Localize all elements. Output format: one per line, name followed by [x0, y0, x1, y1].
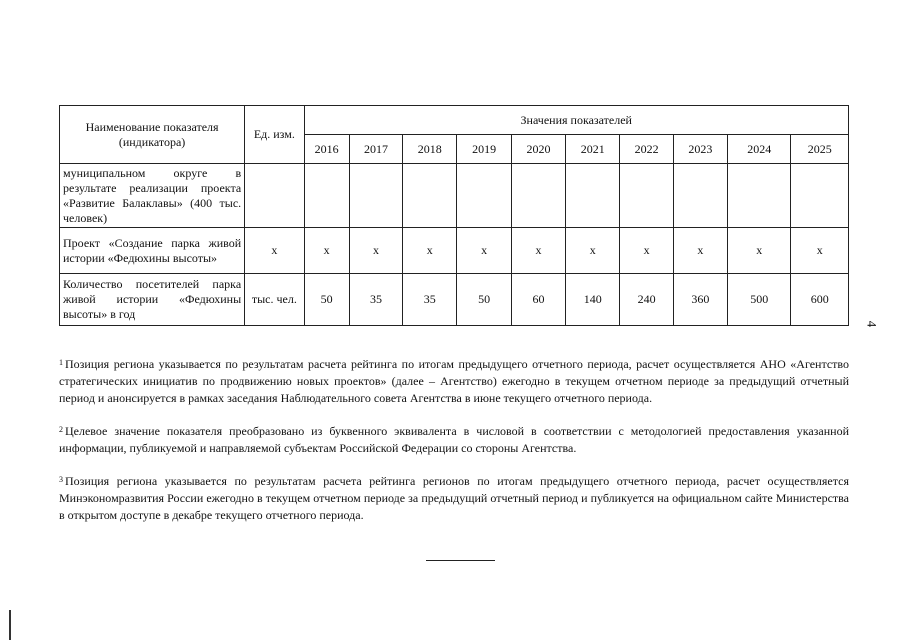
- indicator-value: [620, 164, 673, 228]
- indicator-value: 600: [791, 274, 849, 326]
- footnotes: [59, 356, 849, 540]
- indicator-value: х: [457, 228, 511, 274]
- year-header: 2020: [511, 135, 565, 164]
- column-header-name: Наименование показателя (индикатора): [60, 106, 245, 164]
- column-header-unit: Ед. изм.: [245, 106, 304, 164]
- indicator-value: [791, 164, 849, 228]
- footnote-marker: 1: [59, 358, 63, 367]
- indicator-value: 60: [511, 274, 565, 326]
- indicator-value: х: [791, 228, 849, 274]
- indicator-value: 360: [673, 274, 727, 326]
- indicator-value: 240: [620, 274, 673, 326]
- indicator-unit: х: [245, 228, 304, 274]
- footnote-text: Целевое значение показателя преобразовано из буквенного эквивалента в числовой в соответствии с методологией предоставления указанной информации, публикуемой и направляемой субъектам Российской Федерации со стороны Агентства.: [59, 424, 849, 455]
- indicator-value: [304, 164, 349, 228]
- indicator-name: Проект «Создание парка живой истории «Федюхины высоты»: [60, 228, 245, 274]
- year-header: 2021: [566, 135, 620, 164]
- indicator-unit: [245, 164, 304, 228]
- year-header: 2025: [791, 135, 849, 164]
- indicator-name: муниципальном округе в результате реализации проекта «Развитие Балаклавы» (400 тыс. человек): [60, 164, 245, 228]
- year-header: 2023: [673, 135, 727, 164]
- indicators-table: [59, 105, 849, 326]
- indicator-value: [566, 164, 620, 228]
- year-header: 2018: [403, 135, 457, 164]
- indicator-value: 35: [403, 274, 457, 326]
- indicator-value: х: [728, 228, 791, 274]
- indicator-value: 140: [566, 274, 620, 326]
- indicator-value: 50: [304, 274, 349, 326]
- footnote-text: Позиция региона указывается по результатам расчета рейтинга по итогам предыдущего отчетного периода, расчет осуществляется АНО «Агентство стратегических инициатив по продвижению новых проектов» (далее – Агентство) ежегодно в текущем отчетном периоде за предыдущий отчетный период и анонсируется в рамках заседания Наблюдательного совета Агентства в июне текущего отчетного периода.: [59, 357, 849, 405]
- indicator-value: х: [620, 228, 673, 274]
- indicator-unit: тыс. чел.: [245, 274, 304, 326]
- table-row: [60, 274, 849, 326]
- indicator-value: [403, 164, 457, 228]
- indicator-value: х: [304, 228, 349, 274]
- footnote-3: [59, 473, 849, 524]
- indicator-value: х: [403, 228, 457, 274]
- indicator-value: х: [349, 228, 402, 274]
- footnote-text: Позиция региона указывается по результатам расчета рейтинга регионов по итогам предыдущего отчетного периода, расчет осуществляется Минэкономразвития России ежегодно в текущем отчетном периоде за предыдущий отчетный период и публикуется на официальном сайте Министерства в открытом доступе в декабре текущего отчетного периода.: [59, 474, 849, 522]
- year-header: 2024: [728, 135, 791, 164]
- indicator-value: 50: [457, 274, 511, 326]
- indicator-value: 35: [349, 274, 402, 326]
- indicator-value: [349, 164, 402, 228]
- indicator-value: [728, 164, 791, 228]
- indicator-value: [511, 164, 565, 228]
- indicator-value: х: [673, 228, 727, 274]
- year-header: 2022: [620, 135, 673, 164]
- footnote-1: [59, 356, 849, 407]
- table-row: [60, 228, 849, 274]
- year-header: 2017: [349, 135, 402, 164]
- indicator-name: Количество посетителей парка живой истории «Федюхины высоты» в год: [60, 274, 245, 326]
- year-header: 2019: [457, 135, 511, 164]
- indicator-value: х: [566, 228, 620, 274]
- year-header: 2016: [304, 135, 349, 164]
- column-header-values-group: Значения показателей: [304, 106, 848, 135]
- indicator-value: х: [511, 228, 565, 274]
- footnote-marker: 2: [59, 425, 63, 434]
- scan-edge-mark: [9, 610, 11, 640]
- page-number: 4: [864, 320, 880, 328]
- indicator-value: 500: [728, 274, 791, 326]
- end-separator-line: [426, 560, 495, 561]
- footnote-2: [59, 423, 849, 457]
- table-header-row: [60, 106, 849, 135]
- footnote-marker: 3: [59, 475, 63, 484]
- table-row: [60, 164, 849, 228]
- indicator-value: [457, 164, 511, 228]
- indicator-value: [673, 164, 727, 228]
